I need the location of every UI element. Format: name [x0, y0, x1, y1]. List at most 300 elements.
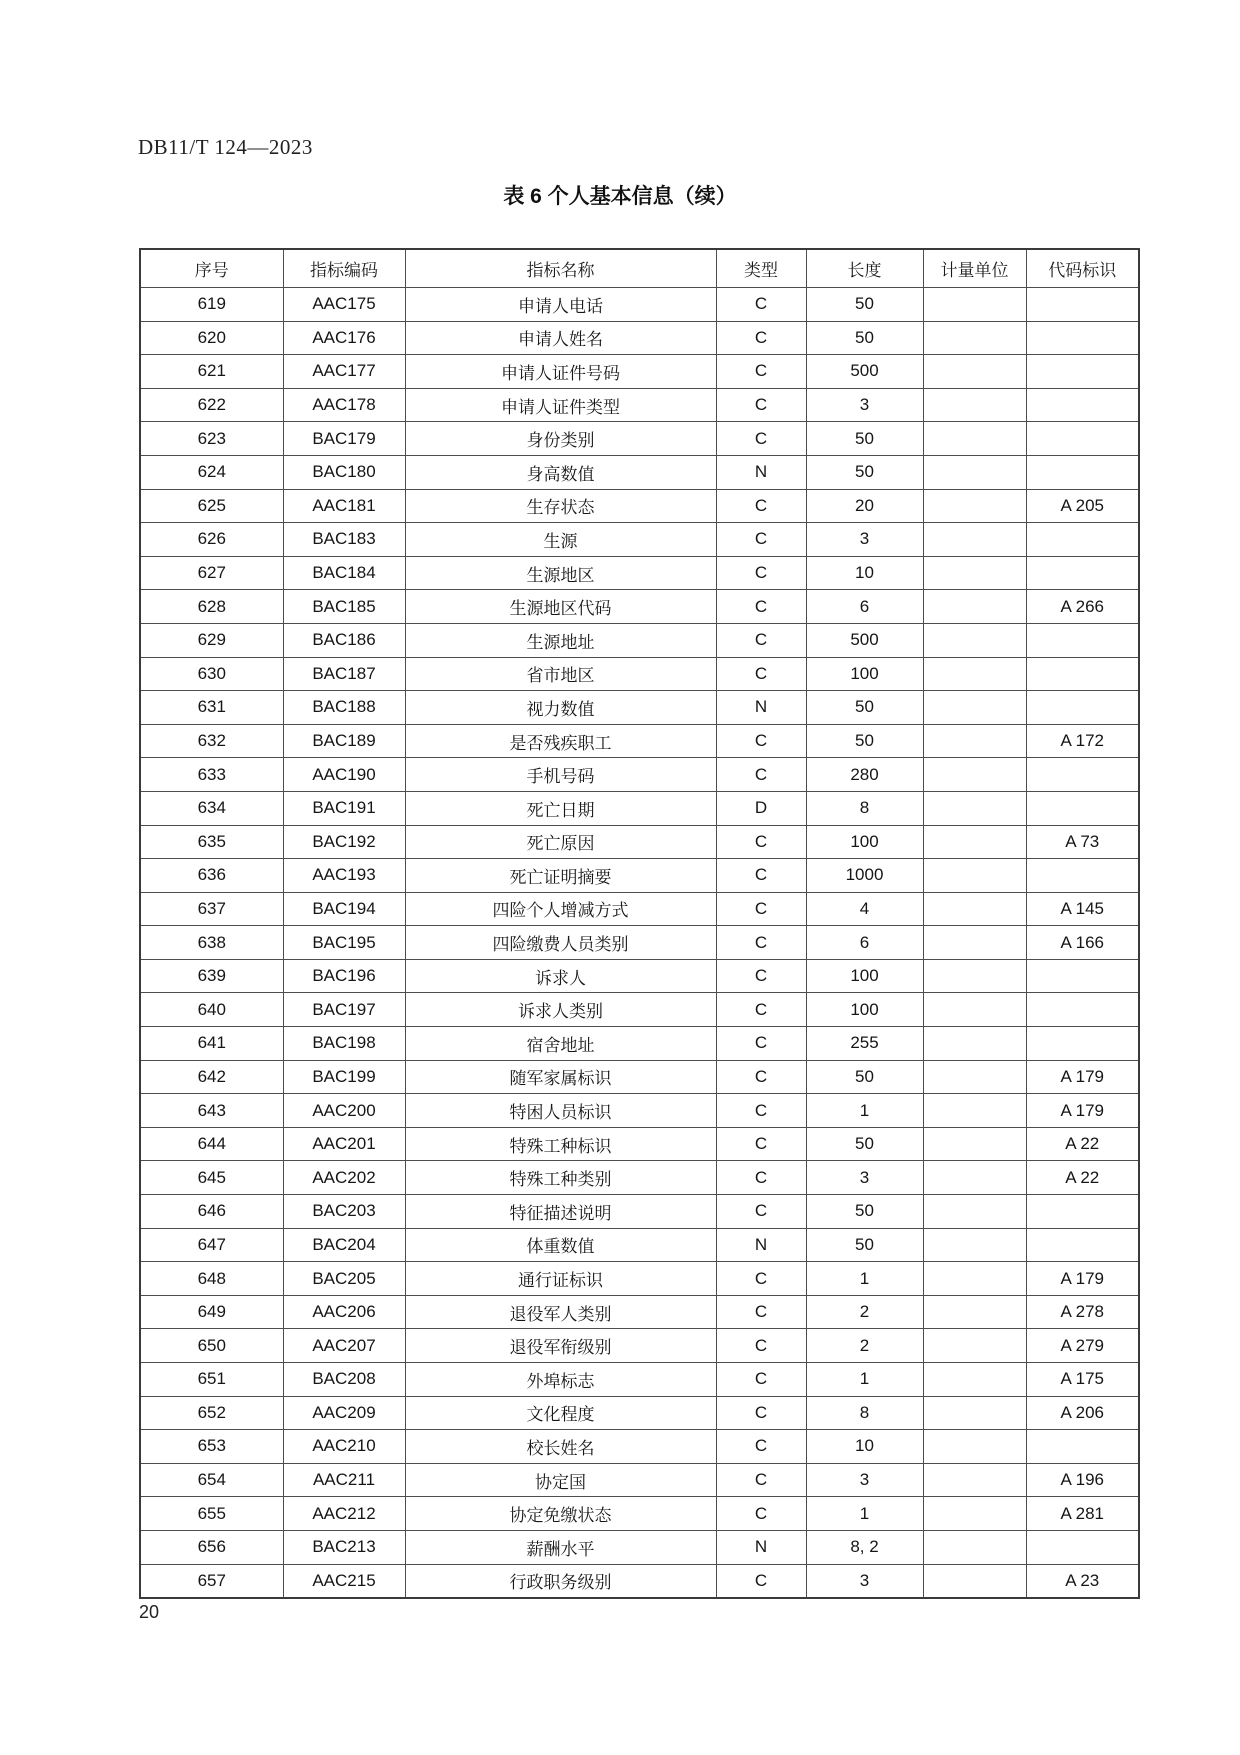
table-cell: 死亡证明摘要 — [405, 859, 716, 893]
table-cell: C — [716, 1060, 806, 1094]
table-cell: 视力数值 — [405, 691, 716, 725]
table-cell: C — [716, 1564, 806, 1598]
table-cell: 280 — [806, 758, 923, 792]
table-cell: 生源地址 — [405, 623, 716, 657]
table-cell: 632 — [140, 724, 283, 758]
table-cell — [1026, 1530, 1139, 1564]
table-row — [140, 791, 1139, 825]
table-cell: 50 — [806, 1195, 923, 1229]
table-cell: A 145 — [1026, 892, 1139, 926]
table-cell: BAC179 — [283, 422, 405, 456]
table-cell: 50 — [806, 288, 923, 322]
table-cell: 1000 — [806, 859, 923, 893]
table-cell: C — [716, 355, 806, 389]
table-cell — [1026, 993, 1139, 1027]
table-cell — [923, 1363, 1026, 1397]
table-cell: C — [716, 1497, 806, 1531]
table-cell — [1026, 288, 1139, 322]
table-cell: 3 — [806, 523, 923, 557]
table-cell: N — [716, 1530, 806, 1564]
table-cell: BAC187 — [283, 657, 405, 691]
table-cell: C — [716, 859, 806, 893]
table-cell: 是否残疾职工 — [405, 724, 716, 758]
table-cell: 身份类别 — [405, 422, 716, 456]
table-cell: 650 — [140, 1329, 283, 1363]
table-cell: 诉求人类别 — [405, 993, 716, 1027]
table-row — [140, 1195, 1139, 1229]
table-cell — [923, 489, 1026, 523]
table-row — [140, 1363, 1139, 1397]
table-cell: 100 — [806, 825, 923, 859]
column-header-4: 类型 — [716, 249, 806, 288]
table-cell: A 172 — [1026, 724, 1139, 758]
table-body — [140, 288, 1139, 1599]
table-cell: 文化程度 — [405, 1396, 716, 1430]
table-cell: 2 — [806, 1295, 923, 1329]
table-cell — [923, 455, 1026, 489]
table-row — [140, 1094, 1139, 1128]
table-cell: A 179 — [1026, 1094, 1139, 1128]
column-header-2: 指标编码 — [283, 249, 405, 288]
table-cell — [1026, 758, 1139, 792]
table-cell: C — [716, 1195, 806, 1229]
table-cell: 申请人证件类型 — [405, 388, 716, 422]
table-cell: BAC192 — [283, 825, 405, 859]
table-cell: 四险个人增减方式 — [405, 892, 716, 926]
table-cell: 3 — [806, 1564, 923, 1598]
table-cell: A 278 — [1026, 1295, 1139, 1329]
table-row — [140, 1027, 1139, 1061]
table-row — [140, 321, 1139, 355]
table-cell — [923, 724, 1026, 758]
table-cell: 外埠标志 — [405, 1363, 716, 1397]
table-cell: 655 — [140, 1497, 283, 1531]
table-cell: A 22 — [1026, 1127, 1139, 1161]
table-cell — [923, 1195, 1026, 1229]
table-cell: C — [716, 388, 806, 422]
table-cell: AAC201 — [283, 1127, 405, 1161]
table-cell: BAC205 — [283, 1262, 405, 1296]
table-cell: 625 — [140, 489, 283, 523]
table-row — [140, 1497, 1139, 1531]
table-cell: A 166 — [1026, 926, 1139, 960]
table-cell: C — [716, 657, 806, 691]
table-row — [140, 993, 1139, 1027]
table-cell: AAC177 — [283, 355, 405, 389]
table-cell — [923, 825, 1026, 859]
table-cell: 3 — [806, 388, 923, 422]
document-code: DB11/T 124—2023 — [138, 135, 313, 159]
table-cell — [1026, 623, 1139, 657]
table-cell: BAC198 — [283, 1027, 405, 1061]
table-row — [140, 489, 1139, 523]
table-cell — [1026, 523, 1139, 557]
table-cell: A 179 — [1026, 1060, 1139, 1094]
table-cell: BAC194 — [283, 892, 405, 926]
table-cell: 621 — [140, 355, 283, 389]
table-cell: AAC206 — [283, 1295, 405, 1329]
table-cell: 体重数值 — [405, 1228, 716, 1262]
table-row — [140, 724, 1139, 758]
table-cell: AAC202 — [283, 1161, 405, 1195]
table-cell: A 279 — [1026, 1329, 1139, 1363]
table-cell: C — [716, 825, 806, 859]
table-cell: 10 — [806, 556, 923, 590]
table-cell: 255 — [806, 1027, 923, 1061]
table-cell: BAC195 — [283, 926, 405, 960]
table-cell: A 281 — [1026, 1497, 1139, 1531]
table-cell — [1026, 321, 1139, 355]
table-cell — [923, 1497, 1026, 1531]
table-row — [140, 422, 1139, 456]
table-cell — [923, 1530, 1026, 1564]
table-row — [140, 892, 1139, 926]
table-cell: BAC183 — [283, 523, 405, 557]
table-cell — [923, 892, 1026, 926]
table-row — [140, 926, 1139, 960]
table-cell: 652 — [140, 1396, 283, 1430]
table-cell: C — [716, 1430, 806, 1464]
table-cell: 642 — [140, 1060, 283, 1094]
table-cell: AAC175 — [283, 288, 405, 322]
table-cell: 100 — [806, 959, 923, 993]
table-cell: BAC208 — [283, 1363, 405, 1397]
table-cell — [1026, 388, 1139, 422]
table-cell — [923, 959, 1026, 993]
table-cell: C — [716, 1295, 806, 1329]
table-title: 表 6 个人基本信息（续） — [503, 185, 737, 208]
table-cell: 626 — [140, 523, 283, 557]
table-cell: 100 — [806, 657, 923, 691]
table-cell: BAC197 — [283, 993, 405, 1027]
table-cell: 643 — [140, 1094, 283, 1128]
table-row — [140, 1161, 1139, 1195]
table-cell: 3 — [806, 1463, 923, 1497]
table-cell: 特困人员标识 — [405, 1094, 716, 1128]
table-cell: 649 — [140, 1295, 283, 1329]
table-cell: 50 — [806, 724, 923, 758]
table-cell: 500 — [806, 355, 923, 389]
table-cell — [1026, 422, 1139, 456]
table-cell: 624 — [140, 455, 283, 489]
table-cell: 634 — [140, 791, 283, 825]
table-cell — [923, 993, 1026, 1027]
table-cell: 10 — [806, 1430, 923, 1464]
table-cell: AAC211 — [283, 1463, 405, 1497]
table-cell: 648 — [140, 1262, 283, 1296]
table-row — [140, 1463, 1139, 1497]
table-cell — [923, 1127, 1026, 1161]
table-cell: 641 — [140, 1027, 283, 1061]
table-cell: 633 — [140, 758, 283, 792]
table-cell: 627 — [140, 556, 283, 590]
table-row — [140, 1396, 1139, 1430]
table-row — [140, 859, 1139, 893]
table-cell: C — [716, 422, 806, 456]
table-header-row — [140, 249, 1139, 288]
table-cell — [923, 791, 1026, 825]
table-row — [140, 388, 1139, 422]
table-cell — [923, 1060, 1026, 1094]
table-cell — [923, 1329, 1026, 1363]
table-cell — [923, 1094, 1026, 1128]
table-cell — [923, 321, 1026, 355]
data-table — [139, 248, 1140, 1599]
table-cell: C — [716, 523, 806, 557]
table-cell: 生源地区代码 — [405, 590, 716, 624]
table-cell — [923, 1228, 1026, 1262]
table-cell: 50 — [806, 422, 923, 456]
table-cell: 653 — [140, 1430, 283, 1464]
table-cell: N — [716, 455, 806, 489]
table-cell: BAC191 — [283, 791, 405, 825]
table-cell: C — [716, 758, 806, 792]
table-cell: 629 — [140, 623, 283, 657]
table-cell: 协定免缴状态 — [405, 1497, 716, 1531]
table-cell — [923, 1430, 1026, 1464]
table-cell: AAC178 — [283, 388, 405, 422]
table-cell: N — [716, 1228, 806, 1262]
table-cell: 620 — [140, 321, 283, 355]
table-cell: BAC203 — [283, 1195, 405, 1229]
table-cell — [923, 1295, 1026, 1329]
table-cell: 635 — [140, 825, 283, 859]
table-cell: 退役军人类别 — [405, 1295, 716, 1329]
table-cell: 申请人证件号码 — [405, 355, 716, 389]
table-cell: AAC176 — [283, 321, 405, 355]
table-cell: 50 — [806, 1127, 923, 1161]
table-row — [140, 1127, 1139, 1161]
table-cell: 628 — [140, 590, 283, 624]
table-cell: 646 — [140, 1195, 283, 1229]
table-row — [140, 1295, 1139, 1329]
table-cell: 特征描述说明 — [405, 1195, 716, 1229]
table-cell: 身高数值 — [405, 455, 716, 489]
table-cell: 654 — [140, 1463, 283, 1497]
column-header-6: 计量单位 — [923, 249, 1026, 288]
table-cell: C — [716, 1027, 806, 1061]
table-cell: 生源地区 — [405, 556, 716, 590]
table-cell — [923, 288, 1026, 322]
table-cell: BAC188 — [283, 691, 405, 725]
table-row — [140, 1430, 1139, 1464]
table-row — [140, 959, 1139, 993]
table-cell: 协定国 — [405, 1463, 716, 1497]
column-header-5: 长度 — [806, 249, 923, 288]
table-cell: 639 — [140, 959, 283, 993]
table-cell: 省市地区 — [405, 657, 716, 691]
table-cell: 宿舍地址 — [405, 1027, 716, 1061]
table-cell — [1026, 1228, 1139, 1262]
table-cell: 死亡日期 — [405, 791, 716, 825]
table-cell: AAC210 — [283, 1430, 405, 1464]
table-cell — [923, 1564, 1026, 1598]
table-cell: BAC189 — [283, 724, 405, 758]
table-row — [140, 1530, 1139, 1564]
table-cell — [923, 623, 1026, 657]
table-cell: C — [716, 1463, 806, 1497]
table-cell: 特殊工种类别 — [405, 1161, 716, 1195]
table-cell: 622 — [140, 388, 283, 422]
table-cell: A 179 — [1026, 1262, 1139, 1296]
table-cell — [1026, 791, 1139, 825]
table-cell — [923, 388, 1026, 422]
table-cell: 手机号码 — [405, 758, 716, 792]
table-cell: 651 — [140, 1363, 283, 1397]
table-cell: BAC199 — [283, 1060, 405, 1094]
table-cell: 2 — [806, 1329, 923, 1363]
table-cell: C — [716, 556, 806, 590]
table-cell: 1 — [806, 1363, 923, 1397]
table-cell: 657 — [140, 1564, 283, 1598]
table-row — [140, 355, 1139, 389]
table-cell — [923, 1161, 1026, 1195]
table-row — [140, 1060, 1139, 1094]
table-cell: 申请人电话 — [405, 288, 716, 322]
table-cell: 630 — [140, 657, 283, 691]
table-cell — [923, 1396, 1026, 1430]
table-cell: BAC213 — [283, 1530, 405, 1564]
table-cell: C — [716, 1363, 806, 1397]
table-cell: 640 — [140, 993, 283, 1027]
table-cell: C — [716, 1262, 806, 1296]
table-cell: 619 — [140, 288, 283, 322]
table-cell: BAC185 — [283, 590, 405, 624]
table-cell: C — [716, 959, 806, 993]
table-cell: 100 — [806, 993, 923, 1027]
column-header-1: 序号 — [140, 249, 283, 288]
table-cell: 50 — [806, 691, 923, 725]
table-cell — [1026, 959, 1139, 993]
table-cell: C — [716, 892, 806, 926]
table-cell: C — [716, 1396, 806, 1430]
table-cell — [1026, 657, 1139, 691]
table-cell — [923, 556, 1026, 590]
table-cell — [923, 590, 1026, 624]
table-cell: D — [716, 791, 806, 825]
table-cell: 特殊工种标识 — [405, 1127, 716, 1161]
table-row — [140, 691, 1139, 725]
table-cell: AAC190 — [283, 758, 405, 792]
table-row — [140, 523, 1139, 557]
table-cell: A 73 — [1026, 825, 1139, 859]
table-cell — [1026, 691, 1139, 725]
table-row — [140, 590, 1139, 624]
table-cell — [923, 758, 1026, 792]
table-cell: 4 — [806, 892, 923, 926]
table-cell: 死亡原因 — [405, 825, 716, 859]
table-cell: 50 — [806, 455, 923, 489]
table-cell: 6 — [806, 926, 923, 960]
table-cell: C — [716, 623, 806, 657]
table-cell: C — [716, 489, 806, 523]
column-header-3: 指标名称 — [405, 249, 716, 288]
table-cell — [923, 1027, 1026, 1061]
table-cell: 645 — [140, 1161, 283, 1195]
table-cell: AAC181 — [283, 489, 405, 523]
table-cell — [923, 422, 1026, 456]
table-cell: C — [716, 1329, 806, 1363]
table-cell: A 266 — [1026, 590, 1139, 624]
table-cell: BAC186 — [283, 623, 405, 657]
table-cell: C — [716, 926, 806, 960]
table-cell: C — [716, 1127, 806, 1161]
table-cell: 生源 — [405, 523, 716, 557]
table-cell: 退役军衔级别 — [405, 1329, 716, 1363]
table-cell: AAC200 — [283, 1094, 405, 1128]
table-cell: C — [716, 993, 806, 1027]
table-cell: C — [716, 1094, 806, 1128]
table-cell: 行政职务级别 — [405, 1564, 716, 1598]
table-cell — [1026, 556, 1139, 590]
table-row — [140, 1329, 1139, 1363]
table-cell: 薪酬水平 — [405, 1530, 716, 1564]
table-cell: N — [716, 691, 806, 725]
table-cell: 656 — [140, 1530, 283, 1564]
table-row — [140, 1228, 1139, 1262]
table-cell — [1026, 355, 1139, 389]
table-cell: 6 — [806, 590, 923, 624]
column-header-7: 代码标识 — [1026, 249, 1139, 288]
table-row — [140, 455, 1139, 489]
table-cell: C — [716, 288, 806, 322]
table-row — [140, 657, 1139, 691]
table-cell — [1026, 859, 1139, 893]
table-cell: 631 — [140, 691, 283, 725]
table-cell — [1026, 455, 1139, 489]
table-cell: AAC212 — [283, 1497, 405, 1531]
table-cell — [923, 1262, 1026, 1296]
table-cell: AAC209 — [283, 1396, 405, 1430]
table-row — [140, 825, 1139, 859]
table-cell — [923, 926, 1026, 960]
table-cell — [923, 859, 1026, 893]
page-number: 20 — [139, 1602, 160, 1622]
table-cell: C — [716, 321, 806, 355]
table-cell: C — [716, 1161, 806, 1195]
table-cell — [923, 691, 1026, 725]
table-cell: AAC193 — [283, 859, 405, 893]
table-cell: 50 — [806, 1228, 923, 1262]
table-cell: 通行证标识 — [405, 1262, 716, 1296]
table-cell: 20 — [806, 489, 923, 523]
table-cell: 申请人姓名 — [405, 321, 716, 355]
table-row — [140, 623, 1139, 657]
table-cell: 638 — [140, 926, 283, 960]
table-cell: BAC204 — [283, 1228, 405, 1262]
table-cell — [923, 657, 1026, 691]
table-cell — [923, 523, 1026, 557]
table-cell: 1 — [806, 1497, 923, 1531]
table-cell: 校长姓名 — [405, 1430, 716, 1464]
table-cell: 50 — [806, 321, 923, 355]
table-cell: A 23 — [1026, 1564, 1139, 1598]
table-cell: BAC184 — [283, 556, 405, 590]
table-cell — [1026, 1027, 1139, 1061]
table-cell: AAC207 — [283, 1329, 405, 1363]
table-cell: 636 — [140, 859, 283, 893]
table-cell: 诉求人 — [405, 959, 716, 993]
table-cell: A 175 — [1026, 1363, 1139, 1397]
table-cell: 1 — [806, 1262, 923, 1296]
table-row — [140, 1262, 1139, 1296]
table-cell: C — [716, 590, 806, 624]
table-cell: A 206 — [1026, 1396, 1139, 1430]
table-cell: AAC215 — [283, 1564, 405, 1598]
table-cell: 50 — [806, 1060, 923, 1094]
table-row — [140, 288, 1139, 322]
table-cell: 8, 2 — [806, 1530, 923, 1564]
